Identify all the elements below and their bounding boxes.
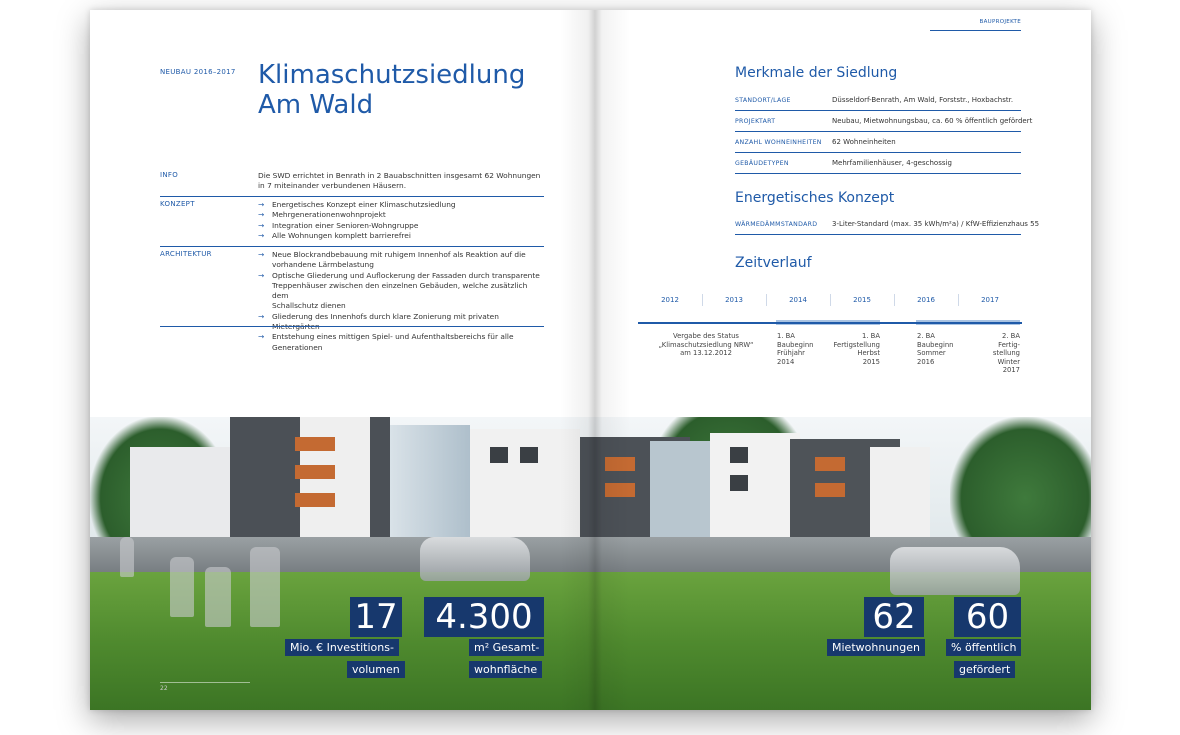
window [730,475,748,491]
zeitverlauf-heading: Zeitverlauf [735,255,812,271]
car [890,547,1020,595]
person [170,557,194,617]
person [120,537,134,577]
konzept-row [160,200,544,244]
timeline-event: 1. BA Baubeginn Frühjahr 2014 [777,332,814,366]
person [250,547,280,627]
title-line-2: Am Wald [258,90,374,120]
building [470,429,580,537]
window [605,483,635,497]
timeline-event: 2. BA Fertig- stellung Winter 2017 [992,332,1020,375]
stat-number: 62 [864,597,924,637]
info-line: Die SWD errichtet in Benrath in 2 Bauabschnitten insgesamt 62 Wohnungen [258,171,541,180]
year-separator [830,294,831,306]
year-label: 2012 [661,296,679,304]
stat-number: 60 [954,597,1021,637]
stairwell [390,425,470,537]
page-title [258,60,525,120]
stat-number: 17 [350,597,402,637]
table-row: WÄRMEDÄMMSTANDARD 3-Liter-Standard (max. 35 kWh/m²a) / KfW-Effizienzhaus 55 [735,214,1021,235]
stat-label: gefördert [954,661,1015,678]
stat-label: volumen [347,661,405,678]
person [205,567,231,627]
architektur-list [258,250,544,353]
arrow-icon: → [258,311,265,321]
architecture-rendering [90,417,1091,710]
year-label: 2015 [853,296,871,304]
building [710,433,800,537]
window [490,447,508,463]
info-row [160,171,544,195]
stat-label: % öffentlich [946,639,1021,656]
timeline-event: 1. BA Fertigstellung Herbst 2015 [833,332,880,366]
window [295,437,335,451]
timeline-axis [638,322,1022,324]
info-line: in 7 miteinander verbundenen Häusern. [258,181,407,191]
konzept-list [258,200,544,241]
window [295,465,335,479]
stat-number: 4.300 [424,597,544,637]
year-separator [702,294,703,306]
list-item: → Gliederung des Innenhofs durch klare Zonierung mit privaten [258,311,499,321]
divider [160,246,544,247]
stat-label: wohnfläche [469,661,542,678]
stairwell [650,441,710,537]
arrow-icon: → [258,230,265,240]
arrow-icon: → [258,270,265,280]
year-separator [894,294,895,306]
title-line-1: Klimaschutzsiedlung [258,60,526,90]
arrow-icon: → [258,220,265,230]
arrow-icon: → [258,210,265,220]
architektur-row [160,250,544,352]
timeline-event: Vergabe des Status „Klimaschutzsiedlung NRW“ am 13.12.2012 [658,332,754,358]
trees [950,417,1091,552]
section-label: BAUPROJEKTE [979,19,1021,25]
list-item: → Alle Wohnungen komplett barrierefrei [258,230,411,240]
merkmale-heading: Merkmale der Siedlung [735,65,898,81]
year-label: 2017 [981,296,999,304]
list-item: → Entstehung eines mittigen Spiel- und Aufenthaltsbereichs für alle Generationen [258,332,514,352]
year-label: 2013 [725,296,743,304]
year-separator [766,294,767,306]
year-label: 2016 [917,296,935,304]
konzept-label: KONZEPT [160,200,195,208]
stat-label: Mio. € Investitions- [285,639,399,656]
year-separator [958,294,959,306]
year-label: 2014 [789,296,807,304]
divider [160,196,544,197]
window [295,493,335,507]
info-text [258,171,544,192]
building [870,447,930,537]
divider [930,30,1021,31]
stat-label: Mietwohnungen [827,639,925,656]
table-row: STANDORT/LAGE Düsseldorf-Benrath, Am Wald, Forststr., Hoxbachstr. [735,90,1021,111]
info-label: INFO [160,171,179,179]
list-item: → Energetisches Konzept einer Klimaschutzsiedlung [258,200,456,209]
project-kicker: NEUBAU 2016–2017 [160,68,236,76]
arrow-icon: → [258,332,265,342]
timeline [638,296,1022,396]
energie-table [735,214,1040,235]
list-item: → Mehrgenerationenwohnprojekt [258,210,386,220]
arrow-icon: → [258,250,265,259]
arrow-icon: → [258,200,265,209]
timeline-event: 2. BA Baubeginn Sommer 2016 [917,332,954,366]
list-item: → Integration einer Senioren-Wohngruppe [258,220,419,230]
car [420,537,530,581]
stat-label: m² Gesamt- [469,639,544,656]
window [520,447,538,463]
divider [160,682,250,683]
energie-heading: Energetisches Konzept [735,190,895,206]
divider [160,326,544,327]
window [605,457,635,471]
window [815,483,845,497]
table-row: GEBÄUDETYPEN Mehrfamilienhäuser, 4-geschossig [735,153,1021,174]
merkmale-table [735,90,1033,174]
window [815,457,845,471]
architektur-label: ARCHITEKTUR [160,250,212,258]
list-item: → Optische Gliederung und Auflockerung der Fassaden durch transparente Treppenhäuser zwischen den einzelnen Gebäuden, welche zusätzlich dem Schallschutz dienen [258,270,540,311]
page-number: 22 [160,685,168,692]
table-row: ANZAHL WOHNEINHEITEN 62 Wohneinheiten [735,132,1021,153]
timeline-years [638,296,1022,310]
brochure-spread [90,10,1091,710]
table-row: PROJEKTART Neubau, Mietwohnungsbau, ca. 60 % öffentlich gefördert [735,111,1021,132]
list-item: → Neue Blockrandbebauung mit ruhigem Innenhof als Reaktion auf die vorhandene Lärmbelastung [258,250,526,270]
window [730,447,748,463]
